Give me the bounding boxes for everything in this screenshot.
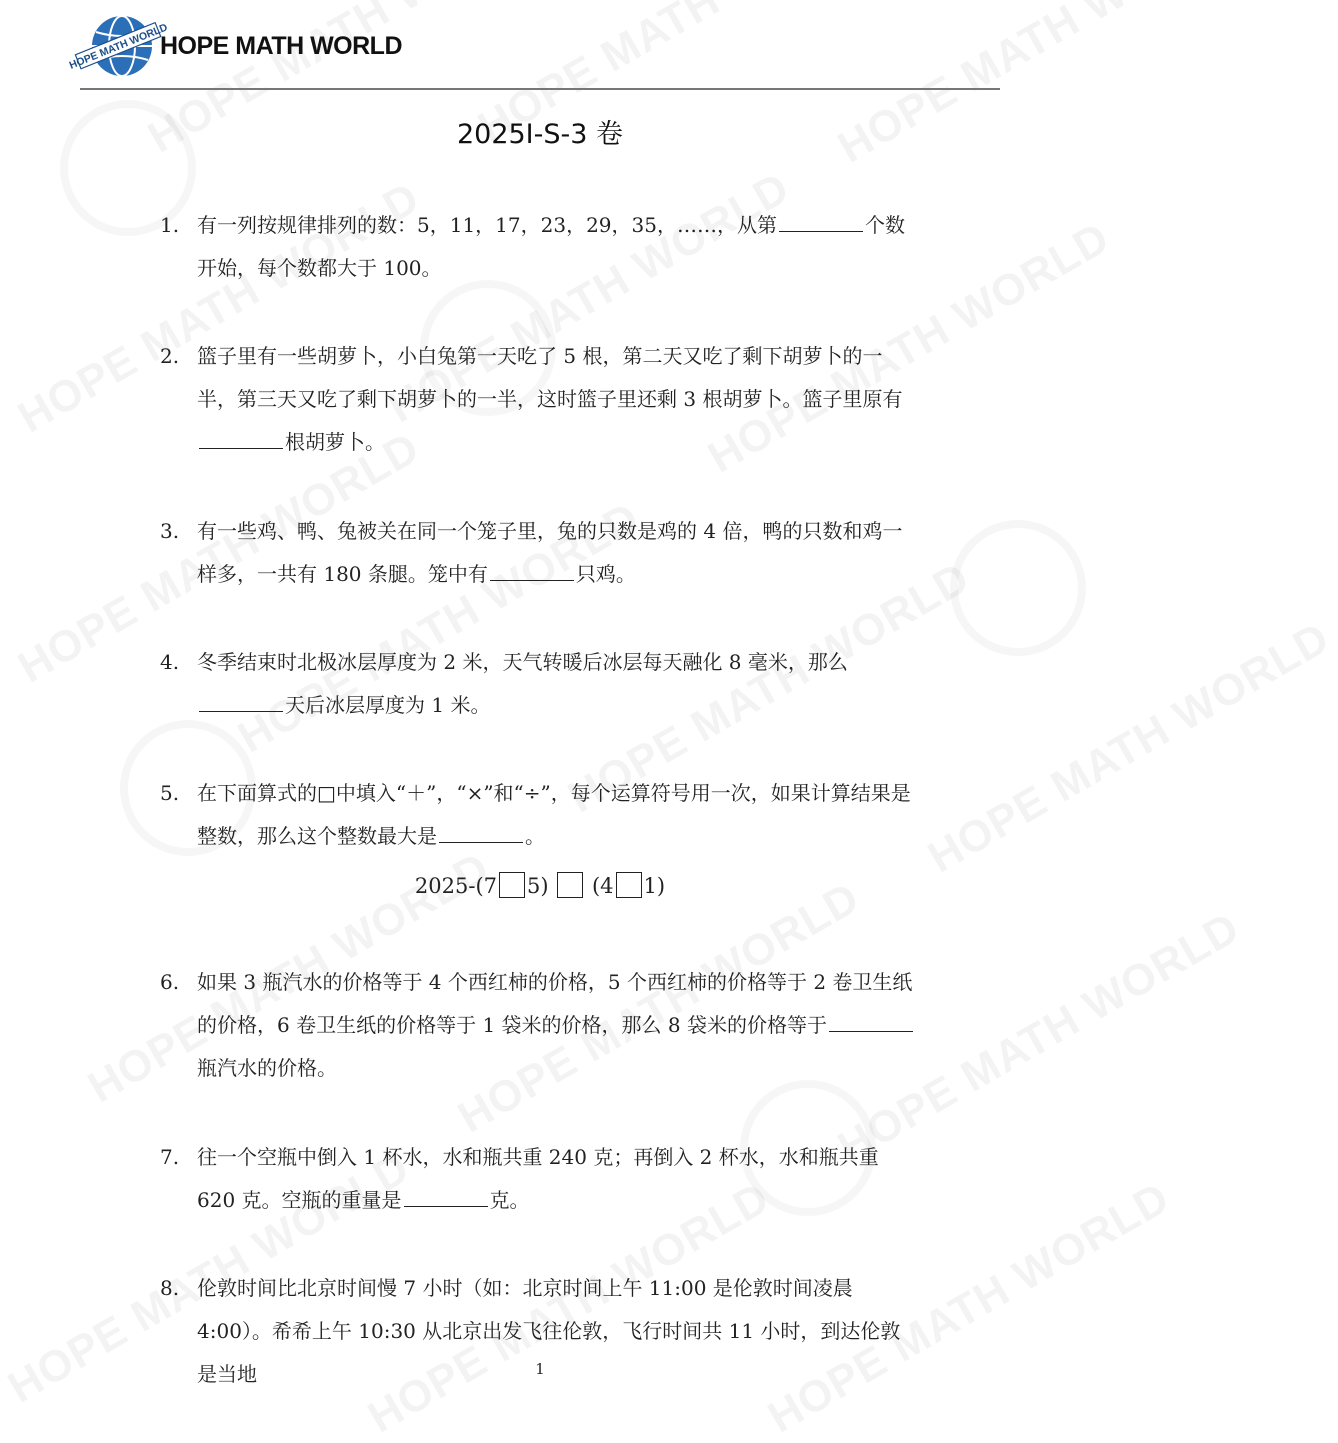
question-text xyxy=(197,1136,920,1222)
question-2 xyxy=(160,335,920,464)
equation-expression xyxy=(0,868,1080,904)
question-text-part: 根胡萝卜。 xyxy=(285,430,385,454)
answer-blank[interactable] xyxy=(490,579,574,581)
question-text-part: 在下面算式的□中填入“＋”，“×”和“÷”，每个运算符号用一次，如果计算结果是整数，那么这个整数最大是 xyxy=(197,781,911,848)
question-text-part: 只鸡。 xyxy=(575,562,636,586)
question-text-part: 有一些鸡、鸭、兔被关在同一个笼子里，兔的只数是鸡的 4 倍，鸭的只数和鸡一样多，一共有 180 条腿。笼中有 xyxy=(197,519,903,586)
question-text-part: 个数开始，每个数都大于 100。 xyxy=(197,213,905,280)
expression-part: (4 xyxy=(591,874,614,898)
question-text-part: 克。 xyxy=(489,1188,530,1212)
operator-box[interactable] xyxy=(616,872,642,898)
question-text-part: 往一个空瓶中倒入 1 杯水，水和瓶共重 240 克；再倒入 2 杯水，水和瓶共重 620 克。空瓶的重量是 xyxy=(197,1145,879,1212)
question-text-part: 伦敦时间比北京时间慢 7 小时（如：北京时间上午 11:00 是伦敦时间凌晨 4:00）。希希上午 10:30 从北京出发飞往伦敦，飞行时间共 11 小时，到达伦敦是当地 xyxy=(197,1276,901,1386)
question-number: 7. xyxy=(160,1145,180,1169)
header-divider xyxy=(80,88,1000,90)
page-title: 2025I-S-3 卷 xyxy=(456,119,624,150)
question-text-part: 如果 3 瓶汽水的价格等于 4 个西红柿的价格，5 个西红柿的价格等于 2 卷卫生纸的价格，6 卷卫生纸的价格等于 1 袋米的价格，那么 8 袋米的价格等于 xyxy=(197,970,913,1037)
question-6 xyxy=(160,961,920,1090)
question-4 xyxy=(160,641,920,727)
question-number: 3. xyxy=(160,519,180,543)
globe-logo-icon xyxy=(67,14,170,78)
logo-text: HOPE MATH WORLD xyxy=(67,21,170,72)
question-5 xyxy=(160,772,920,858)
expression-part: 5) xyxy=(527,874,549,898)
question-text-part: 。 xyxy=(525,824,545,848)
question-number: 1. xyxy=(160,213,180,237)
expression-part: 2025-(7 xyxy=(414,874,498,898)
question-text-part: 篮子里有一些胡萝卜，小白兔第一天吃了 5 根，第二天又吃了剩下胡萝卜的一半，第三天又吃了剩下胡萝卜的一半，这时篮子里还剩 3 根胡萝卜。篮子里原有 xyxy=(197,344,903,411)
answer-blank[interactable] xyxy=(199,447,283,449)
question-text xyxy=(197,772,920,858)
question-text-part: 有一列按规律排列的数：5，11，17，23，29，35，……，从第 xyxy=(197,213,777,237)
answer-blank[interactable] xyxy=(404,1205,488,1207)
question-7 xyxy=(160,1136,920,1222)
question-number: 4. xyxy=(160,650,180,674)
answer-blank[interactable] xyxy=(439,841,523,843)
brand-name: HOPE MATH WORLD xyxy=(160,32,403,60)
watermark-globe-icon xyxy=(950,520,1086,656)
question-number: 2. xyxy=(160,344,180,368)
operator-box[interactable] xyxy=(499,872,525,898)
question-1 xyxy=(160,204,920,290)
answer-blank[interactable] xyxy=(779,230,863,232)
question-number: 5. xyxy=(160,781,180,805)
question-text-part: 冬季结束时北极冰层厚度为 2 米，天气转暖后冰层每天融化 8 毫米，那么 xyxy=(197,650,848,674)
answer-blank[interactable] xyxy=(829,1030,913,1032)
question-text xyxy=(197,961,920,1090)
question-text xyxy=(197,335,920,464)
operator-box[interactable] xyxy=(557,872,583,898)
question-text xyxy=(197,510,920,596)
question-text-part: 天后冰层厚度为 1 米。 xyxy=(285,693,491,717)
question-number: 6. xyxy=(160,970,180,994)
question-3 xyxy=(160,510,920,596)
question-text xyxy=(197,641,920,727)
page-number: 1 xyxy=(535,1360,545,1378)
page-header xyxy=(67,14,1000,90)
expression-part: 1) xyxy=(643,874,666,898)
answer-blank[interactable] xyxy=(199,710,283,712)
question-text-part: 瓶汽水的价格。 xyxy=(197,1056,337,1080)
question-number: 8. xyxy=(160,1276,180,1300)
question-text xyxy=(197,204,920,290)
watermark-text xyxy=(920,613,1338,883)
